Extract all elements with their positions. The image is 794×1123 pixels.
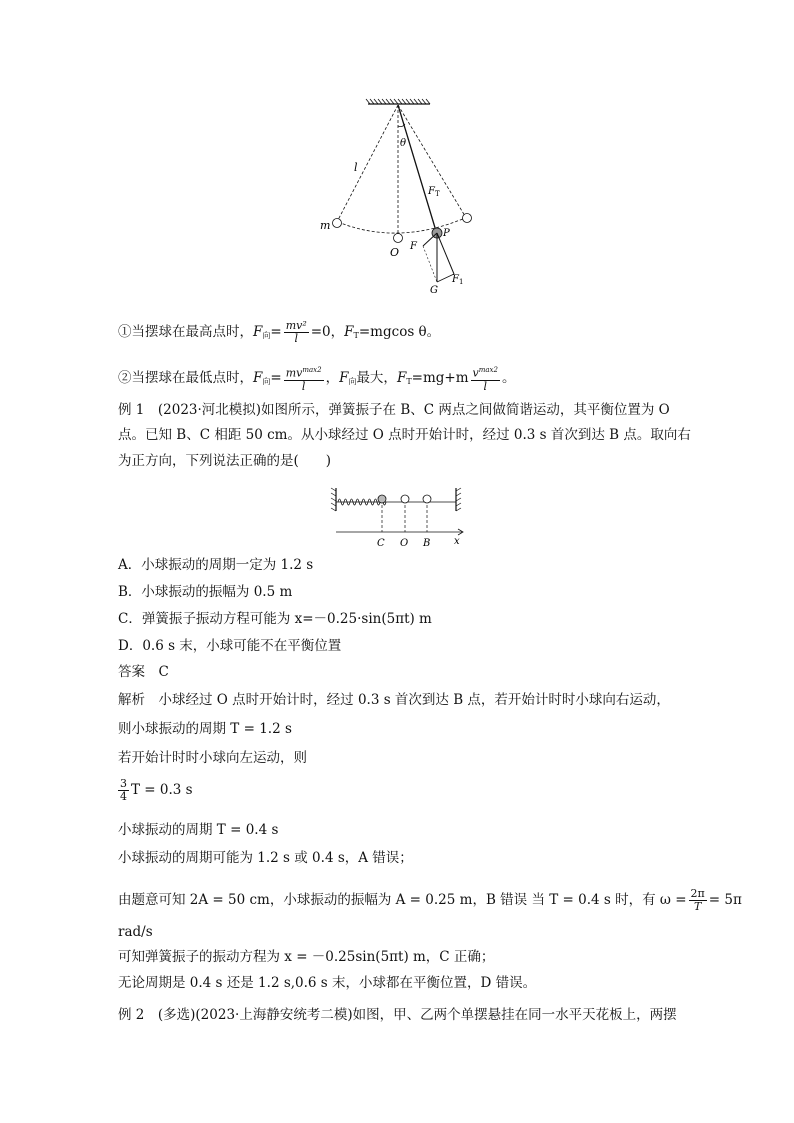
formula-highest: ①当摆球在最高点时，$F_向=$ $\frac{\text{mv²}}{l}$ =0，$F_T=mgcos$ θ。: [118, 319, 441, 345]
example2-line1: 例 2 (多选)(2023·上海静安统考二模)如图，甲、乙两个单摆悬挂在同一水平天花板上，两摆: [118, 1007, 677, 1023]
point-o-label: O: [390, 246, 400, 259]
gravity-label: G: [430, 285, 438, 296]
option-c: C．弹簧振子振动方程可能为 x=－0.25·sin(5πt) m: [118, 611, 432, 627]
force-f-label: F: [410, 241, 417, 252]
analysis-line6: 小球振动的周期可能为 1.2 s 或 0.4 s，A 错误；: [118, 850, 413, 866]
analysis-line2: 则小球振动的周期 T = 1.2 s: [118, 721, 292, 737]
point-m-label: m: [320, 219, 331, 232]
answer: 答案 C: [118, 664, 169, 680]
spring-label-c: C: [377, 538, 385, 549]
analysis-line3: 若开始计时时小球向左运动，则: [118, 750, 307, 766]
analysis-line10: 无论周期是 0.4 s 还是 1.2 s,0.6 s 末，小球都在平衡位置，D 错误。: [118, 975, 537, 991]
spring-label-x: x: [454, 536, 460, 547]
force-f1-label: $F_1$: [452, 274, 464, 286]
option-b: B．小球振动的振幅为 0.5 m: [118, 584, 293, 600]
example1-line3: 为正方向，下列说法正确的是( ): [118, 453, 332, 469]
analysis-line1: 解析 小球经过 O 点时开始计时，经过 0.3 s 首次到达 B 点，若开始计时时小球向右运动，: [118, 692, 670, 708]
analysis-line9: 可知弹簧振子的振动方程为 x = －0.25sin(5πt) m，C 正确；: [118, 949, 495, 965]
spring-label-b: B: [423, 538, 431, 549]
analysis-line7: 由题意可知 2A = 50 cm，小球振动的振幅为 A = 0.25 m，B 错误 当 T = 0.4 s 时，有 ω = $\frac{2\pi}{T}$ = 5π: [118, 887, 742, 913]
spring-label-o: O: [400, 538, 409, 549]
option-d: D．0.6 s 末，小球可能不在平衡位置: [118, 638, 342, 654]
theta-label: θ: [400, 138, 407, 149]
point-p-label: P: [443, 228, 450, 239]
analysis-line8: rad/s: [118, 924, 153, 940]
analysis-line4: $\frac{3}{4}$ T = 0.3 s: [120, 777, 193, 803]
example1-line2: 点。已知 B、C 相距 50 cm。从小球经过 O 点时开始计时，经过 0.3 s 首次到达 B 点。取向右: [118, 427, 691, 443]
formula-lowest: ②当摆球在最低点时，$F_向=$ $\frac{mv^{max2}}{l}$ ，$F_向$最大，$F_T=mg+m$ $\frac{v^{max2}}{l}$ 。: [118, 366, 516, 393]
pendulum-figure: [310, 96, 500, 296]
length-label: l: [354, 161, 358, 174]
example1-line1: 例 1 (2023·河北模拟)如图所示，弹簧振子在 B、C 两点之间做简谐运动，其平衡位置为 O: [118, 402, 670, 418]
option-a: A．小球振动的周期一定为 1.2 s: [118, 557, 314, 573]
spring-oscillator-figure: [330, 485, 470, 550]
tension-label: $F_T$: [428, 186, 440, 198]
analysis-line5: 小球振动的周期 T = 0.4 s: [118, 822, 279, 838]
